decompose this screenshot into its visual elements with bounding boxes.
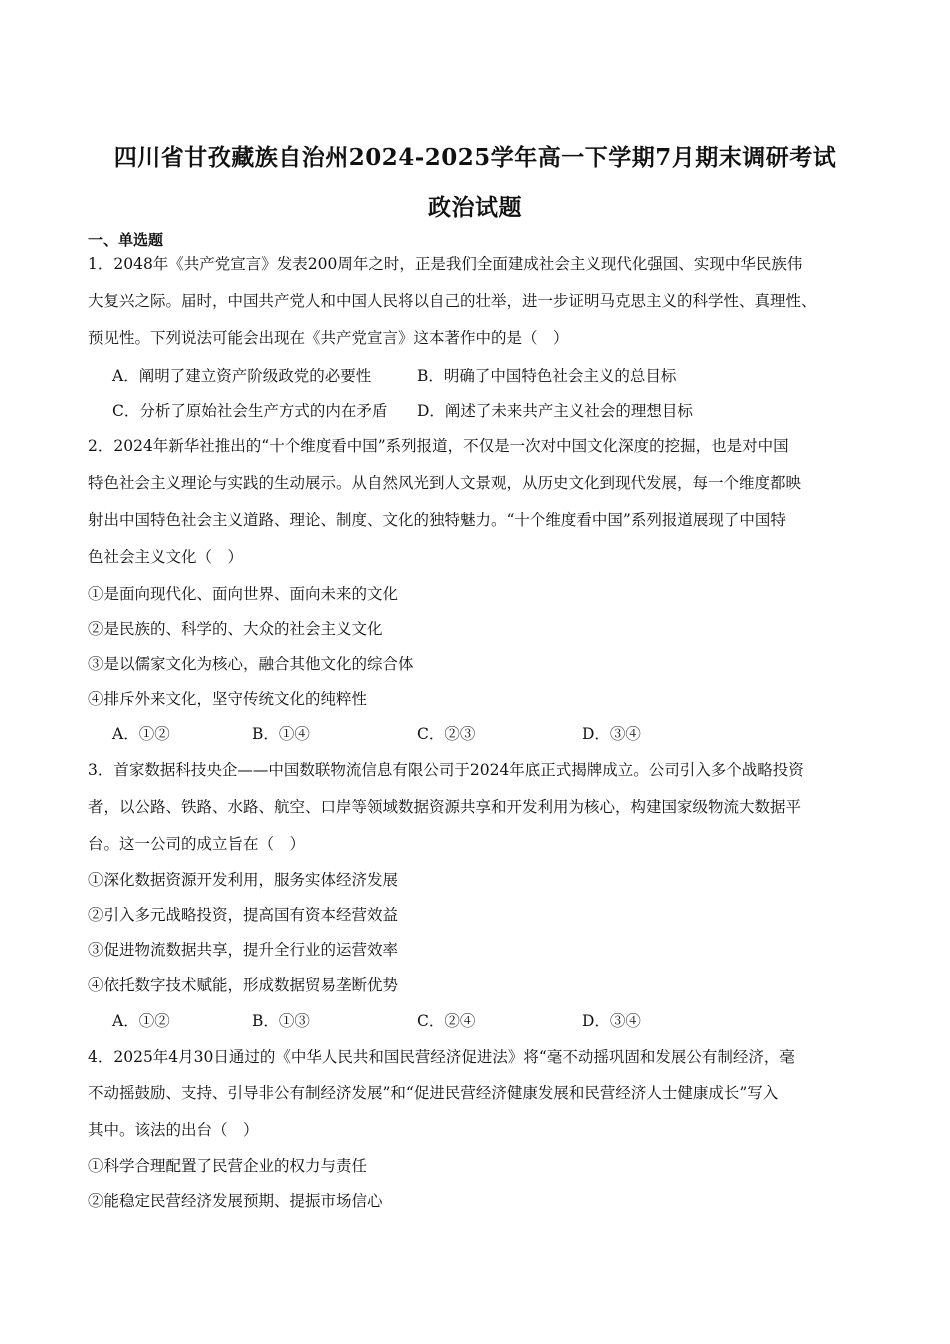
- question-3-option-d: D．③④: [582, 1012, 641, 1030]
- question-1-line-1: 1．2048年《共产党宣言》发表200周年之时，正是我们全面建成社会主义现代化强国、实现中华民族伟: [88, 255, 803, 273]
- document-subtitle: 政治试题: [428, 194, 522, 221]
- question-3-item-1: ①深化数据资源开发利用，服务实体经济发展: [88, 871, 399, 889]
- question-3-item-2: ②引入多元战略投资，提高国有资本经营效益: [88, 906, 399, 924]
- question-3-option-b: B．①③: [252, 1012, 310, 1030]
- section-heading: 一、单选题: [88, 231, 164, 249]
- question-4-item-2: ②能稳定民营经济发展预期、提振市场信心: [88, 1192, 383, 1210]
- question-1-option-d: D．阐述了未来共产主义社会的理想目标: [417, 402, 693, 420]
- question-2-line-3: 射出中国特色社会主义道路、理论、制度、文化的独特魅力。“十个维度看中国”系列报道展现了中国特: [88, 511, 786, 529]
- question-1-option-b: B．明确了中国特色社会主义的总目标: [417, 367, 677, 385]
- question-2-line-4: 色社会主义文化（ ）: [88, 548, 244, 566]
- question-4-item-1: ①科学合理配置了民营企业的权力与责任: [88, 1157, 368, 1175]
- question-2-option-a: A．①②: [112, 725, 170, 743]
- question-1-option-a: A．阐明了建立资产阶级政党的必要性: [112, 367, 372, 385]
- question-1-line-2: 大复兴之际。届时，中国共产党人和中国人民将以自己的壮举，进一步证明马克思主义的科学性、真理性、: [88, 292, 817, 310]
- question-2-item-1: ①是面向现代化、面向世界、面向未来的文化: [88, 585, 399, 603]
- question-4-line-1: 4．2025年4月30日通过的《中华人民共和国民营经济促进法》将“毫不动摇巩固和发展公有制经济，毫: [88, 1048, 795, 1066]
- question-1-line-3: 预见性。下列说法可能会出现在《共产党宣言》这本著作中的是（ ）: [88, 329, 569, 347]
- question-2-item-2: ②是民族的、科学的、大众的社会主义文化: [88, 620, 383, 638]
- document-title: 四川省甘孜藏族自治州2024-2025学年高一下学期7月期末调研考试: [113, 144, 837, 171]
- question-2-item-3: ③是以儒家文化为核心，融合其他文化的综合体: [88, 655, 414, 673]
- question-2-option-b: B．①④: [252, 725, 310, 743]
- question-3-item-4: ④依托数字技术赋能，形成数据贸易垄断优势: [88, 976, 399, 994]
- question-2-option-d: D．③④: [582, 725, 641, 743]
- question-2-line-2: 特色社会主义理论与实践的生动展示。从自然风光到人文景观，从历史文化到现代发展，每一个维度都映: [88, 474, 802, 492]
- question-1-option-c: C．分析了原始社会生产方式的内在矛盾: [112, 402, 388, 420]
- question-3-option-c: C．②④: [417, 1012, 476, 1030]
- question-2-option-c: C．②③: [417, 725, 476, 743]
- question-4-line-3: 其中。该法的出台（ ）: [88, 1121, 259, 1139]
- question-3-line-1: 3．首家数据科技央企——中国数联物流信息有限公司于2024年底正式揭牌成立。公司引入多个战略投资: [88, 761, 804, 779]
- question-3-line-2: 者，以公路、铁路、水路、航空、口岸等领域数据资源共享和开发利用为核心，构建国家级物流大数据平: [88, 798, 802, 816]
- question-2-line-1: 2．2024年新华社推出的“十个维度看中国”系列报道，不仅是一次对中国文化深度的挖掘，也是对中国: [88, 437, 789, 455]
- question-3-option-a: A．①②: [112, 1012, 170, 1030]
- question-3-item-3: ③促进物流数据共享，提升全行业的运营效率: [88, 941, 399, 959]
- question-4-line-2: 不动摇鼓励、支持、引导非公有制经济发展”和“促进民营经济健康发展和民营经济人士健康成长”写入: [88, 1084, 779, 1102]
- question-3-line-3: 台。这一公司的成立旨在（ ）: [88, 835, 306, 853]
- question-2-item-4: ④排斥外来文化，坚守传统文化的纯粹性: [88, 690, 368, 708]
